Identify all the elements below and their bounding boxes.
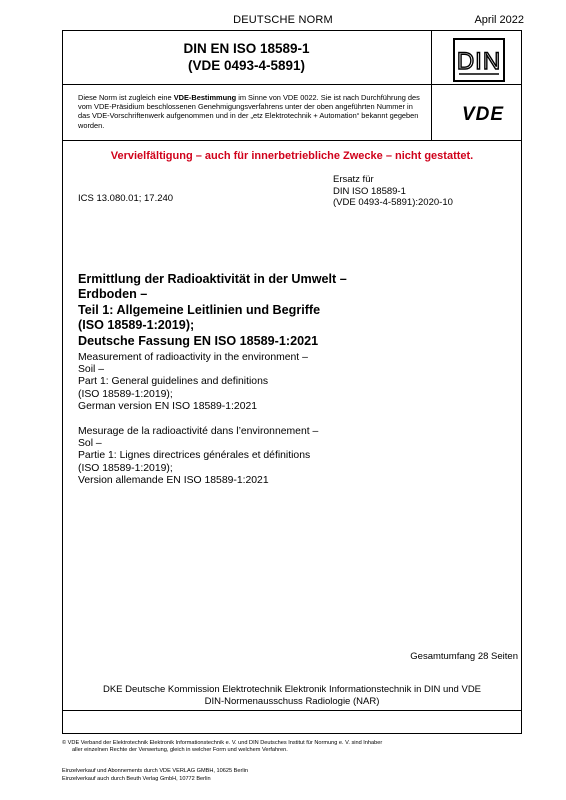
title-french-line: Partie 1: Lignes directrices générales et définitions	[78, 450, 311, 462]
vde-note-emphasis: VDE-Bestimmung	[173, 93, 237, 102]
vde-logo-text: VDE	[461, 104, 505, 123]
title-german-line: Erdboden –	[78, 287, 148, 302]
title-french-line: Sol –	[78, 438, 102, 450]
title-english-line: Measurement of radioactivity in the environment –	[78, 352, 308, 363]
committee-dke: DKE Deutsche Kommission Elektrotechnik Elektronik Informationstechnik in DIN und VDE	[102, 684, 482, 695]
title-german	[78, 272, 508, 349]
replacement-label: Ersatz für	[333, 174, 374, 185]
title-german-line: (ISO 18589-1:2019);	[78, 318, 195, 333]
designation-vde-number: (VDE 0493-4-5891)	[187, 58, 306, 73]
vde-note-text-end: im Sinne von VDE 0022. Sie ist nach Durchführung des vom VDE-Präsidium beschlossenen Genehmigungsverfahrens unter der oben angeführten Nummer in das VDE-Vorschriftenwerk aufgenommen und in der „etz Elektrotechnik + Automation“ bekannt gegeben worden.	[78, 93, 420, 130]
committee-info	[62, 684, 522, 708]
document-designation	[62, 40, 431, 74]
sales-info	[62, 767, 248, 783]
vde-logo	[451, 103, 515, 128]
standard-type-label: DEUTSCHE NORM	[233, 14, 333, 26]
title-english-line: German version EN ISO 18589-1:2021	[78, 400, 258, 412]
din-logo-text: DIN	[456, 48, 502, 75]
title-french	[78, 426, 508, 487]
vde-note	[78, 93, 426, 130]
din-logo	[453, 38, 505, 82]
total-pages: Gesamtumfang 28 Seiten	[410, 651, 518, 662]
title-english-line: (ISO 18589-1:2019);	[78, 388, 173, 400]
divider-logo-column	[431, 30, 432, 140]
copyright-line: © VDE Verband der Elektrotechnik Elektronik Informationstechnik e. V. und DIN Deutsches Institut für Normung e. V. sind Inhaber	[62, 740, 383, 746]
designation-number: DIN EN ISO 18589-1	[183, 41, 310, 56]
vde-note-text-start: Diese Norm ist zugleich eine	[78, 93, 174, 102]
divider-vde	[62, 140, 522, 141]
title-german-line: Deutsche Fassung EN ISO 18589-1:2021	[78, 333, 319, 348]
title-english-line: Soil –	[78, 364, 104, 376]
title-french-line: (ISO 18589-1:2019);	[78, 462, 173, 474]
title-english	[78, 352, 508, 413]
title-french-line: Version allemande EN ISO 18589-1:2021	[78, 474, 269, 486]
copyright-notice	[62, 740, 532, 754]
replacement-info	[333, 174, 453, 209]
ics-codes: ICS 13.080.01; 17.240	[78, 193, 174, 204]
title-french-line: Mesurage de la radioactivité dans l’environnement –	[78, 426, 319, 437]
sales-line-vde: Einzelverkauf und Abonnements durch VDE VERLAG GMBH, 10625 Berlin	[62, 768, 248, 774]
replacement-vde-number: (VDE 0493-4-5891):2020-10	[333, 197, 453, 208]
replacement-standard: DIN ISO 18589-1	[333, 185, 406, 197]
copy-warning: Vervielfältigung – auch für innerbetriebliche Zwecke – nicht gestattet.	[110, 150, 474, 162]
sales-line-beuth: Einzelverkauf auch durch Beuth Verlag GmbH, 10772 Berlin	[62, 776, 211, 782]
divider-header	[62, 84, 522, 85]
title-english-line: Part 1: General guidelines and definitions	[78, 376, 269, 388]
divider-committee	[62, 710, 522, 711]
title-german-line: Ermittlung der Radioaktivität in der Umwelt –	[78, 272, 347, 286]
copyright-line: aller einzelnen Rechte der Verwertung, gleich in welcher Form und welchem Verfahren.	[72, 747, 288, 753]
title-german-line: Teil 1: Allgemeine Leitlinien und Begriffe	[78, 302, 321, 317]
committee-nar: DIN-Normenausschuss Radiologie (NAR)	[204, 696, 380, 707]
publication-date: April 2022	[474, 14, 524, 26]
